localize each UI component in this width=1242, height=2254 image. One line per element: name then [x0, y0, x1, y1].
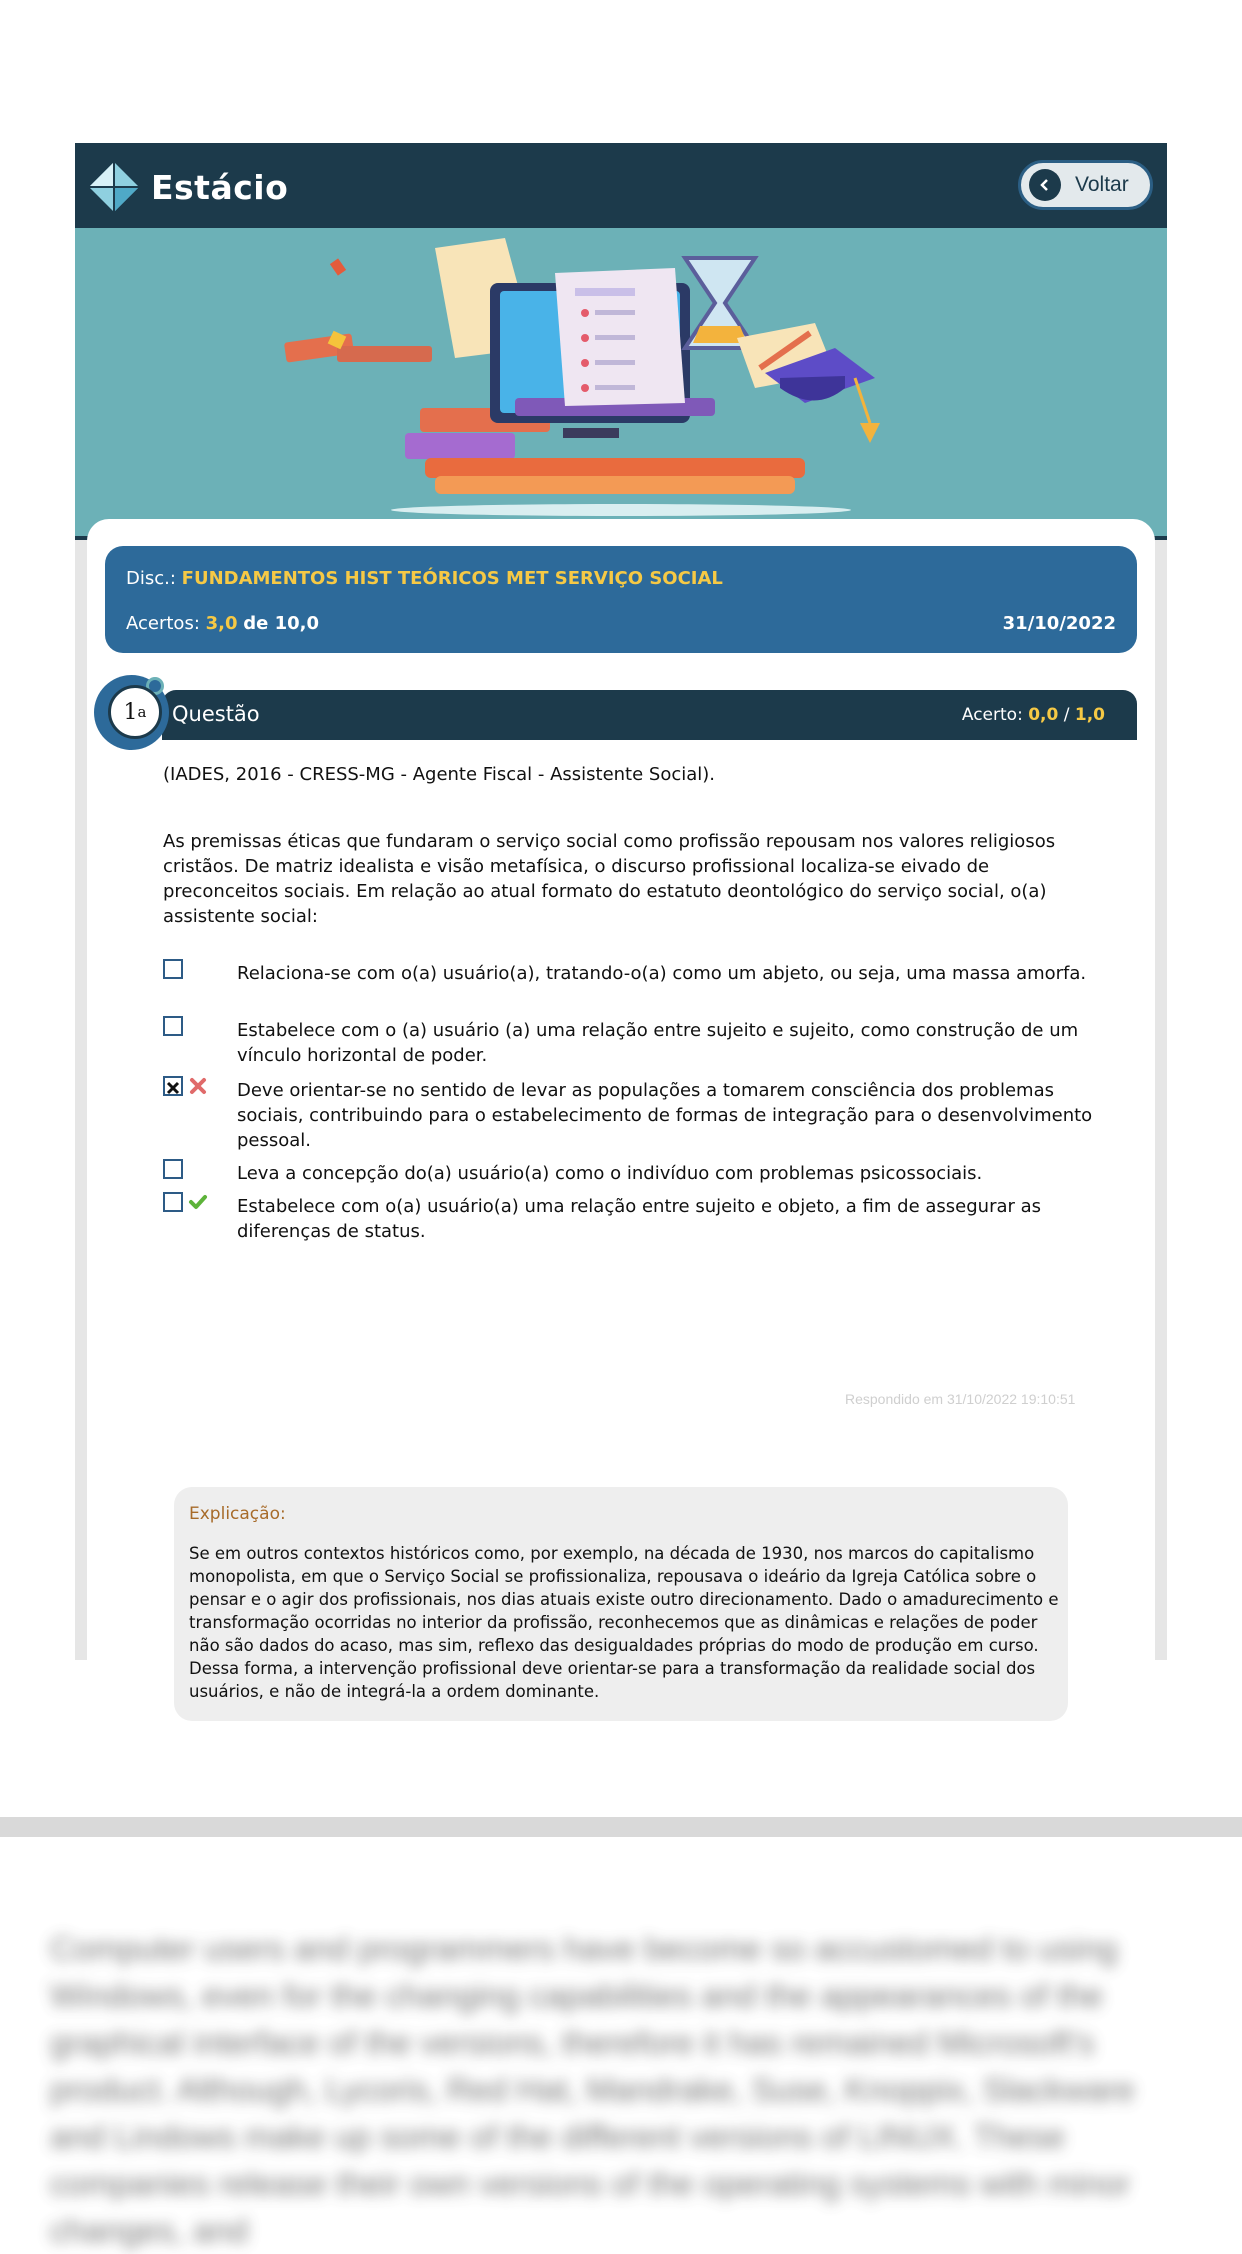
score-label: Acerto: — [961, 705, 1023, 725]
score-total: 1,0 — [1074, 705, 1105, 725]
option-text: Estabelece com o(a) usuário(a) uma relação entre sujeito e objeto, a fim de assegurar as diferenças de status. — [237, 1196, 1042, 1242]
hits-line — [126, 613, 319, 634]
question-number-badge — [94, 675, 169, 750]
option-checkbox[interactable] — [163, 959, 183, 979]
question-score — [962, 705, 1105, 725]
page-divider — [0, 1817, 1242, 1837]
back-button[interactable] — [1018, 160, 1153, 210]
question-header — [162, 690, 1137, 740]
option-checkbox[interactable] — [163, 1016, 183, 1036]
estacio-logo-icon — [87, 160, 141, 214]
explanation-label: Explicação: — [189, 1504, 286, 1524]
explanation-box — [174, 1487, 1068, 1721]
back-button-label: Voltar — [1075, 173, 1129, 196]
x-mark-icon — [165, 1080, 181, 1096]
correct-answer-icon — [189, 1193, 207, 1211]
hits-total: de 10,0 — [243, 613, 320, 634]
option-text: Estabelece com o (a) usuário (a) uma relação entre sujeito e sujeito, como construção de um vínculo horizontal de poder. — [237, 1020, 1079, 1066]
answered-timestamp: Respondido em 31/10/2022 19:10:51 — [845, 1391, 1076, 1407]
exam-frame — [75, 143, 1167, 1701]
discipline-summary — [105, 546, 1137, 653]
exam-date: 31/10/2022 — [1002, 613, 1116, 634]
option-checkbox-checked[interactable] — [163, 1076, 183, 1096]
discipline-line — [126, 568, 723, 589]
option-text: Relaciona-se com o(a) usuário(a), tratando-o(a) como um abjeto, ou seja, uma massa amorfa. — [237, 963, 1087, 984]
score-separator: / — [1063, 705, 1070, 725]
question-text: As premissas éticas que fundaram o serviço social como profissão repousam nos valores religiosos cristãos. De matriz idealista e visão metafísica, o discurso profissional localiza-se eivado de preconceitos sociais. Em relação ao atual formato do estatuto deontológico do serviço social, o(a) assistente social: — [163, 831, 1056, 927]
computer-exam-illustration — [75, 228, 1167, 540]
chevron-left-icon — [1029, 169, 1061, 201]
brand-name: Estácio — [151, 167, 289, 207]
blurred-overlay-text: Computer users and programmers have become so accustomed to using Windows, even for the changing capabilities and the appearances of the graphical interface of the versions, therefore it has remained Microsoft's product. Although, Lycoris, Red Hat, Mandrake, Suse, Knoppix, Slackware and Lindows make up some of the different versions of LINUX. These companies release their own versions of the operating systems with minor changes, and — [50, 1930, 1135, 2249]
question-card — [87, 519, 1155, 1701]
question-number — [108, 685, 162, 739]
question-number-sup: a — [137, 703, 147, 721]
discipline-name: FUNDAMENTOS HIST TEÓRICOS MET SERVIÇO SOCIAL — [181, 568, 723, 589]
option-checkbox[interactable] — [163, 1192, 183, 1212]
discipline-prefix: Disc.: — [126, 568, 176, 589]
explanation-text: Se em outros contextos históricos como, por exemplo, na década de 1930, nos marcos do capitalismo monopolista, em que o Serviço Social se profissionaliza, repousava o ideário da Igreja Católica sobre o pensar e o agir dos profissionais, nos dias atuais existe outro direcionamento. Dado o amadurecimento e transformação ocorridas no interior da profissão, reconhecemos que as dinâmicas e relações de poder não são dados do acaso, mas sim, reflexo das desigualdades próprias do modo de produção em curso. Dessa forma, a intervenção profissional deve orientar-se para a transformação da realidade social dos usuários, e não de integrá-la a ordem dominante. — [189, 1544, 1059, 1701]
top-bar — [75, 143, 1167, 228]
estacio-logo — [87, 160, 288, 214]
banner-illustration — [75, 228, 1167, 540]
hits-label: Acertos: — [126, 613, 200, 634]
question-number-value: 1 — [123, 699, 138, 725]
option-text: Leva a concepção do(a) usuário(a) como o indivíduo com problemas psicossociais. — [237, 1163, 983, 1184]
question-title: Questão — [172, 702, 260, 726]
question-source: (IADES, 2016 - CRESS-MG - Agente Fiscal - Assistente Social). — [163, 764, 716, 785]
hits-value: 3,0 — [205, 613, 238, 634]
option-checkbox[interactable] — [163, 1159, 183, 1179]
wrong-answer-icon — [189, 1077, 207, 1095]
score-value: 0,0 — [1028, 705, 1059, 725]
option-text: Deve orientar-se no sentido de levar as populações a tomarem consciência dos problemas sociais, contribuindo para o estabelecimento de formas de integração para o desenvolvimento pessoal. — [237, 1080, 1093, 1151]
